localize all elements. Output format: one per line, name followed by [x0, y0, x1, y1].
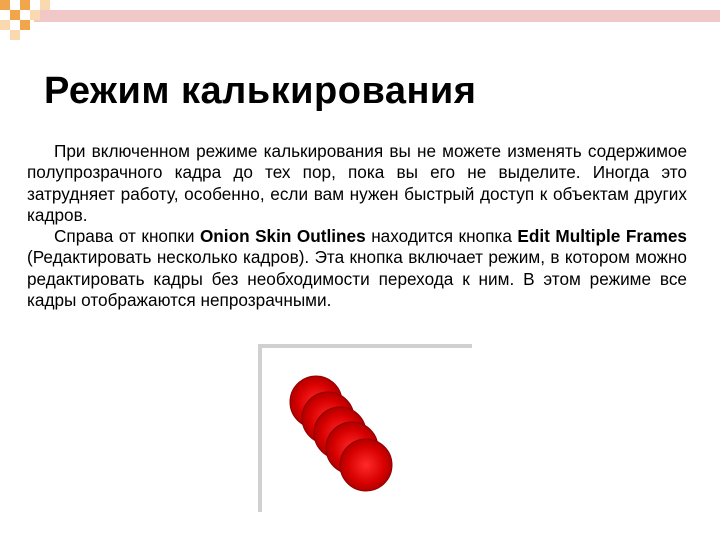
p2-part1: Справа от кнопки — [54, 226, 200, 247]
p2-part2: находится кнопка — [365, 226, 518, 247]
header-bar — [34, 10, 720, 22]
paragraph-1: При включенном режиме калькирования вы не можете изменять содержимое полупрозрачного кадра до тех пор, пока вы его не выделите. Иногда это затрудняет работу, особенно, если вам нужен быстрый доступ к объектам других кадров. — [27, 141, 687, 225]
paragraph-2 — [27, 226, 687, 311]
onion-skin-outlines-term: Onion Skin Outlines — [199, 226, 366, 247]
header-decoration — [0, 0, 720, 60]
onion-skin-balls — [290, 376, 392, 491]
slide-title: Режим калькирования — [44, 70, 477, 112]
edit-multiple-frames-term: Edit Multiple Frames — [517, 226, 687, 247]
ball-frame-5 — [340, 439, 392, 491]
body-text — [27, 141, 687, 311]
p2-part3: (Редактировать несколько кадров). Эта кнопка включает режим, в котором можно редактировать кадры без необходимости перехода к ним. В этом режиме все кадры отображаются непрозрачными. — [27, 247, 687, 311]
onion-skin-illustration — [256, 342, 476, 514]
